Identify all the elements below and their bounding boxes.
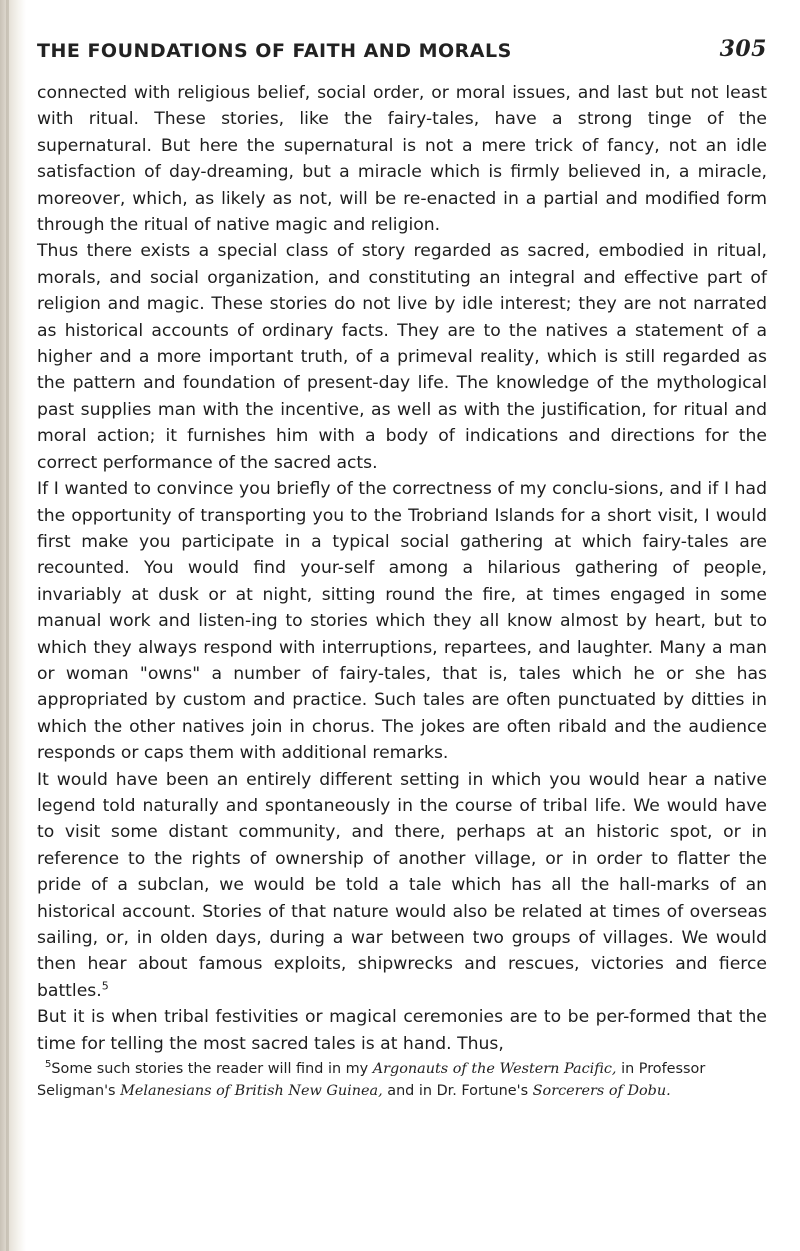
running-head-title: THE FOUNDATIONS OF FAITH AND MORALS (37, 40, 512, 62)
page-number: 305 (719, 36, 767, 62)
paragraph: But it is when tribal festivities or magical ceremonies are to be per-formed that the time for telling the most sacred tales is at hand. Thus, (37, 1007, 767, 1054)
footnote-book-title: Melanesians of British New Guinea, (120, 1083, 383, 1100)
book-page (37, 36, 767, 1102)
footnote-book-title: Argonauts of the Western Pacific, (372, 1061, 617, 1078)
footnote-text: and in Dr. Fortune's (382, 1083, 533, 1100)
paragraph: connected with religious belief, social order, or moral issues, and last but not least with ritual. These stories, like the fairy-tales, have a strong tinge of the supernatural. But here the supernatural is not a mere trick of fancy, not an idle satisfaction of day-dreaming, but a miracle which is firmly believed in, a miracle, moreover, which, as likely as not, will be re-enacted in a partial and modified form through the ritual of native magic and religion. (37, 83, 767, 236)
paragraph-with-footnote-ref (37, 767, 767, 1005)
paragraph: If I wanted to convince you briefly of the correctness of my conclu-sions, and if I had the opportunity of transporting you to the Trobriand Islands for a short visit, I would first make you participate in a typical social gathering at which fairy-tales are recounted. You would find your-self among a hilarious gathering of people, invariably at dusk or at night, sitting round the fire, at times engaged in some manual work and listen-ing to stories which they all know almost by heart, but to which they always respond with interruptions, repartees, and laughter. Many a man or woman "owns" a number of fairy-tales, that is, tales which he or she has appropriated by custom and practice. Such tales are often punctuated by ditties in which the other natives join in chorus. The jokes are often ribald and the audience responds or caps them with additional remarks. (37, 479, 767, 764)
book-gutter-shadow (0, 0, 26, 1251)
footnote-reference: 5 (101, 979, 109, 993)
body-text (37, 80, 767, 1057)
paragraph-text: It would have been an entirely different setting in which you would hear a native legend told naturally and spontaneously in the course of tribal life. We would have to visit some distant community, and there, perhaps at an historic spot, or in reference to the rights of ownership of another village, or in order to flatter the pride of a subclan, we would be told a tale which has all the hall-marks of an historical account. Stories of that nature would also be related at times of overseas sailing, or, in olden days, during a war between two groups of villages. We would then hear about famous exploits, shipwrecks and rescues, victories and fierce battles. (37, 769, 767, 1001)
footnote-text: Some such stories the reader will find in my (51, 1061, 373, 1078)
footnote (37, 1058, 767, 1102)
footnote-book-title: Sorcerers of Dobu. (532, 1083, 671, 1100)
footnote-marker: 5 (45, 1059, 52, 1071)
running-head (37, 36, 767, 68)
paragraph: Thus there exists a special class of story regarded as sacred, embodied in ritual, morals, and social organization, and constituting an integral and effective part of religion and magic. These stories do not live by idle interest; they are not narrated as historical accounts of ordinary facts. They are to the natives a statement of a higher and a more important truth, of a primeval reality, which is still regarded as the pattern and foundation of present-day life. The knowledge of the mythological past supplies man with the incentive, as well as with the justification, for ritual and moral action; it furnishes him with a body of indications and directions for the correct performance of the sacred acts. (37, 241, 767, 473)
book-gutter-edge (6, 0, 9, 1251)
footnote-text: in Professor Seligman's (37, 1061, 706, 1100)
